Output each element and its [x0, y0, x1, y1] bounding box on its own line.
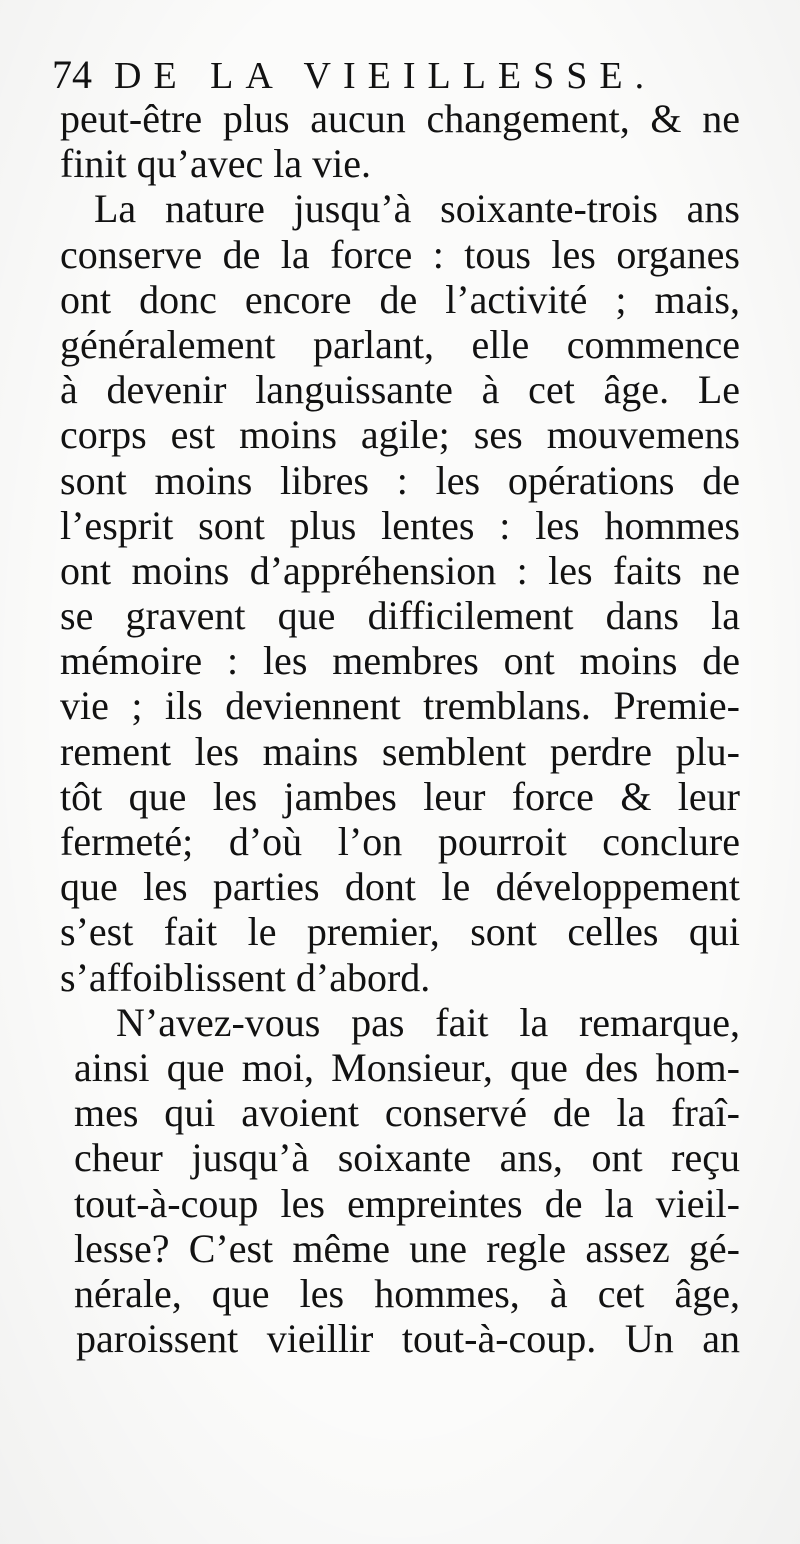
text-line: mémoire : les membres ont moins de — [60, 638, 740, 684]
body-text — [60, 96, 740, 1361]
text-line: nérale, que les hommes, à cet âge, — [74, 1270, 740, 1316]
text-line: à devenir languissante à cet âge. Le — [60, 367, 740, 413]
text-line: l’esprit sont plus lentes : les hommes — [60, 502, 740, 548]
text-line: conserve de la force : tous les organes — [60, 231, 740, 277]
page-number: 74 — [52, 52, 92, 97]
text-line: cheur jusqu’à soixante ans, ont reçu — [74, 1135, 740, 1181]
text-line: finit qu’avec la vie. — [60, 141, 371, 187]
text-line: peut-être plus aucun changement, & ne — [60, 96, 740, 141]
paragraph-start-line: La nature jusqu’à soixante-trois ans — [94, 186, 740, 232]
text-line: mes qui avoient conservé de la fraî- — [74, 1090, 740, 1136]
text-line: se gravent que difficilement dans la — [60, 593, 740, 639]
text-line: ainsi que moi, Monsieur, que des hom- — [74, 1044, 740, 1090]
text-line: ont moins d’appréhension : les faits ne — [60, 547, 740, 593]
text-line: rement les mains semblent perdre plu- — [60, 728, 740, 774]
text-line: paroissent vieillir tout-à-coup. Un an — [76, 1316, 740, 1362]
text-line: s’est fait le premier, sont celles qui — [60, 909, 740, 955]
text-line: corps est moins agile; ses mouvemens — [60, 412, 740, 458]
page-header — [52, 50, 752, 100]
text-line: tout-à-coup les empreintes de la vieil- — [74, 1180, 740, 1226]
text-line: fermeté; d’où l’on pourroit conclure — [60, 819, 740, 864]
text-line: généralement parlant, elle commence — [60, 321, 740, 367]
running-title: DE LA VIEILLESSE. — [114, 55, 657, 97]
text-line: sont moins libres : les opérations de — [60, 457, 740, 503]
text-line: lesse? C’est même une regle assez gé- — [74, 1225, 740, 1271]
text-line: s’affoiblissent d’abord. — [60, 954, 431, 1000]
text-line: vie ; ils deviennent tremblans. Premie- — [60, 683, 740, 729]
text-line: que les parties dont le développement — [60, 864, 740, 910]
text-line: ont donc encore de l’activité ; mais, — [60, 276, 740, 322]
paragraph-start-line: N’avez-vous pas fait la remarque, — [116, 999, 740, 1045]
text-line: tôt que les jambes leur force & leur — [60, 773, 740, 819]
